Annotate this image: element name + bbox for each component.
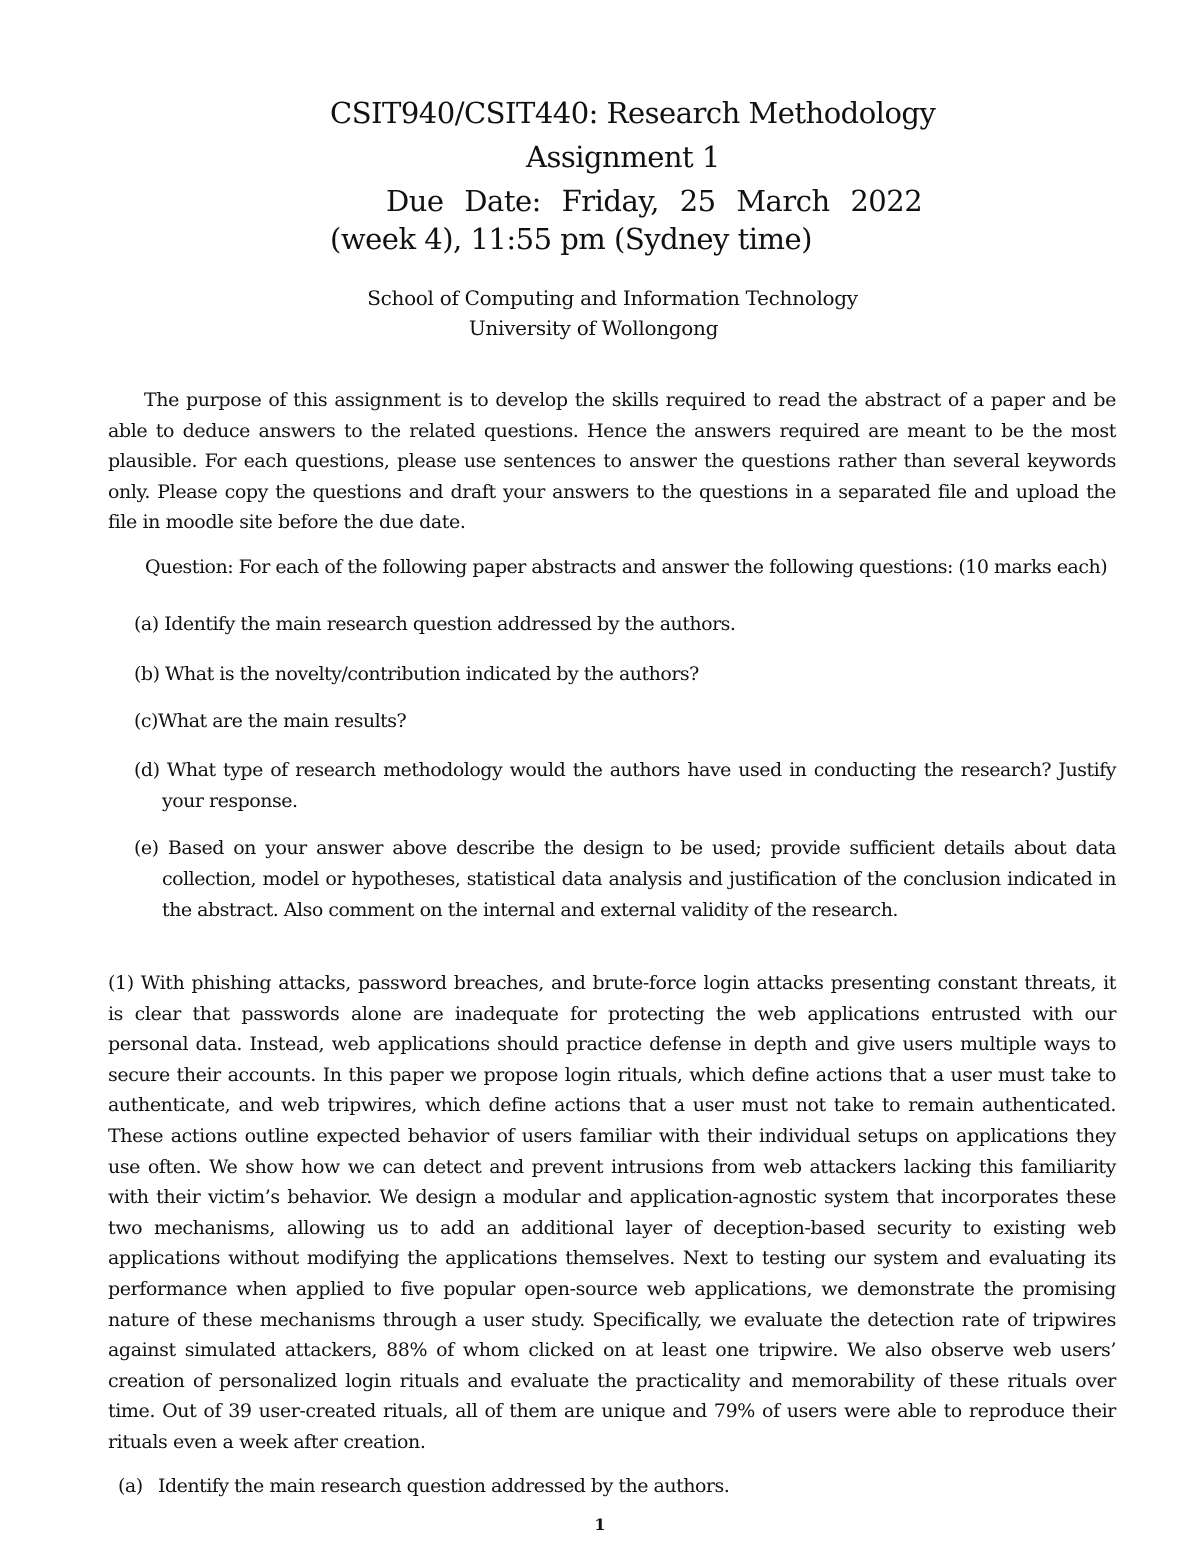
question-item-d	[134, 755, 1116, 817]
question-text: (e) Based on your answer above describe the design to be used; provide sufficient details about data collection, model or hypotheses, statistical data analysis and justification of the conclusion indicated in the abstract. Also comment on the internal and external validity of the research.	[134, 837, 1116, 921]
intro-paragraph: The purpose of this assignment is to develop the skills required to read the abstract of a paper and be able to deduce answers to the related questions. Hence the answers required are meant to be the most plausible. For each questions, please use sentences to answer the questions rather than several keywords only. Please copy the questions and draft your answers to the questions in a separated file and upload the file in moodle site before the due date.	[108, 389, 1116, 534]
sub-question-text: Identify the main research question addressed by the authors.	[158, 1475, 730, 1497]
question-text: (c)What are the main results?	[134, 710, 407, 732]
question-text: (d) What type of research methodology would the authors have used in conducting the research? Justify your response.	[134, 759, 1116, 812]
sub-question-label: (a)	[118, 1475, 143, 1497]
question-item-e	[134, 833, 1116, 926]
due-time-line: (week 4), 11:55 pm (Sydney time)	[330, 222, 812, 256]
question-text: (b) What is the novelty/contribution indicated by the authors?	[134, 663, 699, 685]
question-item-a	[134, 609, 1116, 640]
sub-question	[118, 1475, 729, 1497]
due-date-line: Due Date: Friday, 25 March 2022	[386, 184, 923, 218]
page-number: 1	[594, 1515, 606, 1534]
question-prompt: Question: For each of the following paper abstracts and answer the following questions: (10 marks each)	[145, 556, 1108, 578]
university-name: University of Wollongong	[468, 316, 719, 340]
question-item-c	[134, 706, 1116, 737]
course-title: CSIT940/CSIT440: Research Methodology	[330, 96, 936, 130]
school-name: School of Computing and Information Technology	[367, 286, 858, 310]
abstract-paragraph: (1) With phishing attacks, password breaches, and brute-force login attacks presenting constant threats, it is clear that passwords alone are inadequate for protecting the web applications entrusted with our personal data. Instead, web applications should practice defense in depth and give users multiple ways to secure their accounts. In this paper we propose login rituals, which define actions that a user must take to authenticate, and web tripwires, which define actions that a user must not take to remain authenticated. These actions outline expected behavior of users familiar with their individual setups on applications they use often. We show how we can detect and prevent intrusions from web attackers lacking this familiarity with their victim’s behavior. We design a modular and application-agnostic system that incorporates these two mechanisms, allowing us to add an additional layer of deception-based security to existing web applications without modifying the applications themselves. Next to testing our system and evaluating its performance when applied to five popular open-source web applications, we demonstrate the promising nature of these mechanisms through a user study. Specifically, we evaluate the detection rate of tripwires against simulated attackers, 88% of whom clicked on at least one tripwire. We also observe web users’ creation of personalized login rituals and evaluate the practicality and memorability of these rituals over time. Out of 39 user-created rituals, all of them are unique and 79% of users were able to reproduce their rituals even a week after creation.	[108, 972, 1116, 1453]
assignment-title: Assignment 1	[526, 140, 720, 174]
question-text: (a) Identify the main research question addressed by the authors.	[134, 613, 736, 635]
question-item-b	[134, 659, 1116, 690]
